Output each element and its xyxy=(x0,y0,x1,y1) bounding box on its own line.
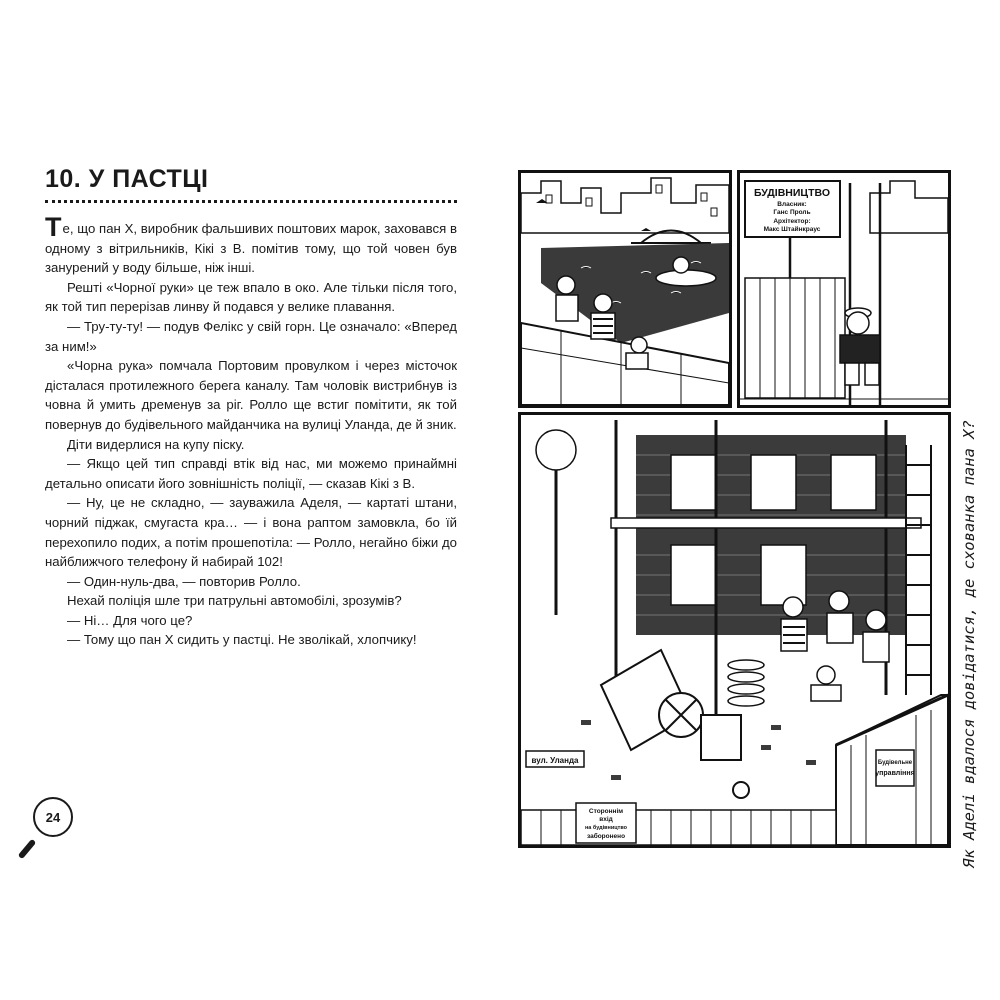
comic-panel-canal xyxy=(518,170,732,408)
paragraph: «Чорна рука» помчала Портовим провулком і через місточок дісталася протилежного берега каналу. Там чоловік вистрибнув із човна й умить дременув за ріг. Ролло ще встиг помітити, як той повернув до будівельного майданчика на вулиці Уланда, де й зник. xyxy=(45,358,457,432)
svg-text:Власник:: Власник: xyxy=(777,201,807,208)
paragraph: Нехай поліція шле три патрульні автомобілі, зрозумів? xyxy=(67,593,402,609)
paragraph: — Тому що пан Х сидить у пастці. Не зволікай, хлопчику! xyxy=(67,632,417,648)
comic-panel-construction-site xyxy=(518,412,951,848)
paragraph: — Ну, це не складно, — зауважила Аделя, — картаті штани, чорний піджак, смугаста кра… — і вона раптом замовкла, бо їй перехопило подих, а потім прошепотіла: — Ролло, негайно біжи до найближчого телефону й набирай 102! xyxy=(45,495,457,570)
title-dotted-rule xyxy=(45,200,457,203)
paragraph: Те, що пан Х, виробник фальшивих поштових марок, заховався в одному з вітрильників, Кікі з В. помітив тому, що той човен був занурений у воду більше, ніж інші. xyxy=(45,212,457,276)
comic-panel-site-sign xyxy=(737,170,951,408)
paragraph: — Якщо цей тип справді втік від нас, ми можемо принаймні детально описати його зовнішність поліції, — сказав Кікі з В. xyxy=(45,456,457,491)
svg-text:на будівництво: на будівництво xyxy=(584,825,628,831)
construction-site-illustration xyxy=(521,415,948,845)
chapter-title: 10. У ПАСТЦІ xyxy=(45,165,209,193)
paragraph: — Один-нуль-два, — повторив Ролло. xyxy=(67,573,301,589)
svg-text:Архітектор:: Архітектор: xyxy=(773,218,811,225)
page-number-magnifier-icon xyxy=(33,797,73,837)
site-sign-illustration xyxy=(740,173,948,405)
canal-illustration xyxy=(521,173,729,405)
svg-text:Макс Штайнкраус: Макс Штайнкраус xyxy=(763,226,821,233)
paragraph: Діти видерлися на купу піску. xyxy=(67,436,245,452)
paragraph: — Тру-ту-ту! — подув Фелікс у свій горн. Це означало: «Вперед за ним!» xyxy=(45,318,457,354)
puzzle-question: Як Аделі вдалося довідатися, де схованка пана Х? xyxy=(960,420,978,868)
sign-heading: БУДІВНИЦТВО xyxy=(754,187,830,199)
paragraph: — Ні… Для чого це? xyxy=(67,612,193,628)
office-sign-line1: Будівельне xyxy=(877,760,913,766)
svg-text:Ганс Проль: Ганс Проль xyxy=(773,209,811,216)
office-sign-line2: управління xyxy=(875,770,915,777)
page-number: 24 xyxy=(45,809,61,825)
svg-text:заборонено: заборонено xyxy=(586,833,626,840)
svg-text:вхід: вхід xyxy=(599,816,613,823)
story-text xyxy=(45,212,457,650)
street-sign: вул. Уланда xyxy=(531,756,579,765)
magnifier-handle xyxy=(18,839,37,860)
drop-cap: Т xyxy=(45,212,62,242)
paragraph: Решті «Чорної руки» це теж впало в око. Але тільки після того, як той тип перерізав линву й подався у велике плавання. xyxy=(45,279,457,315)
svg-text:Стороннім: Стороннім xyxy=(588,808,624,815)
